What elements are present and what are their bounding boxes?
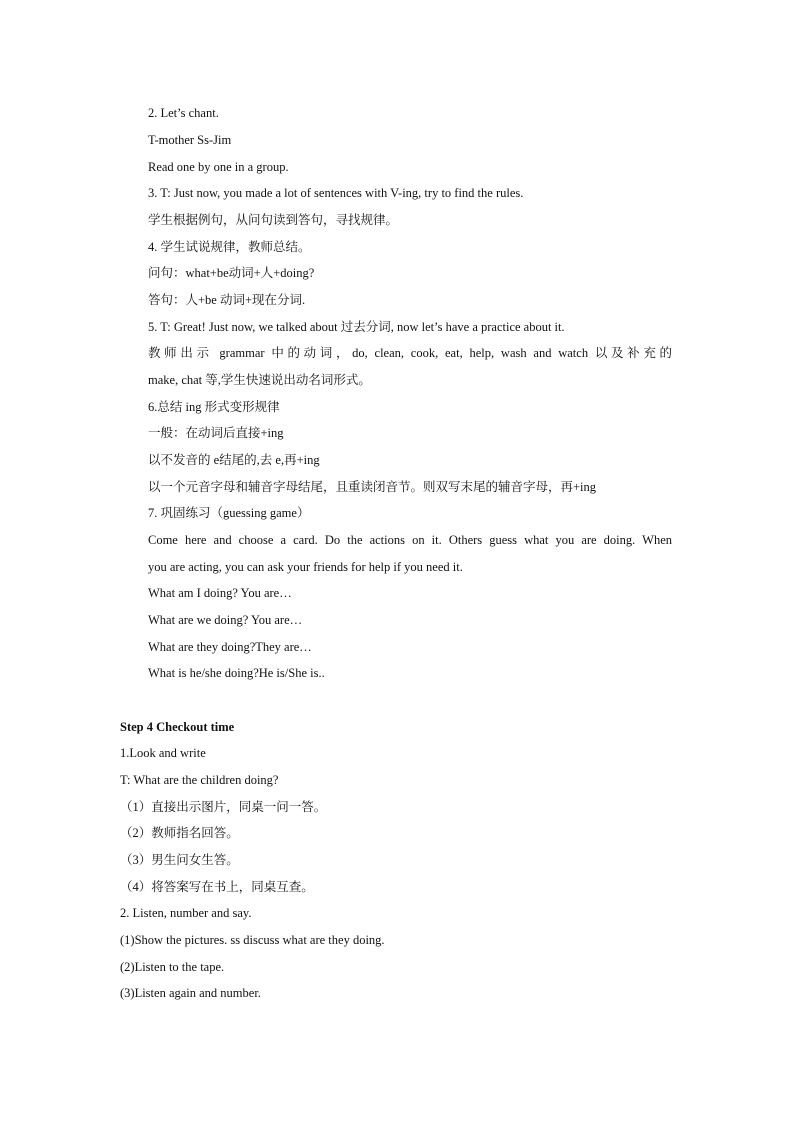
checkout-step-3: （3）男生问女生答。	[120, 853, 239, 867]
question-pattern: 问句：what+be动词+人+doing?	[148, 266, 315, 280]
game-instruction-line-1: Come here and choose a card. Do the actions on it. Others guess what you are doing. When	[148, 533, 672, 547]
item-3-teacher-line: 3. T: Just now, you made a lot of sentences with V-ing, try to find the rules.	[148, 186, 524, 200]
rule-double-consonant: 以一个元音字母和辅音字母结尾，且重读闭音节。则双写末尾的辅音字母，再+ing	[148, 480, 597, 494]
item-5-instruction-line-2: make, chat 等,学生快速说出动名词形式。	[148, 373, 371, 387]
listen-step-2: (2)Listen to the tape.	[120, 960, 225, 974]
chant-instruction: Read one by one in a group.	[148, 160, 289, 174]
checkout-step-1: （1）直接出示图片，同桌一问一答。	[120, 800, 327, 814]
game-question-3: What are they doing?They are…	[148, 640, 312, 654]
item-6-heading: 6.总结 ing 形式变形规律	[148, 400, 280, 414]
checkout-item-1-heading: 1.Look and write	[120, 746, 206, 760]
checkout-step-2: （2）教师指名回答。	[120, 826, 239, 840]
item-7-heading: 7. 巩固练习（guessing game）	[148, 506, 310, 520]
checkout-step-4: （4）将答案写在书上，同桌互查。	[120, 880, 314, 894]
checkout-item-2-heading: 2. Listen, number and say.	[120, 906, 252, 920]
item-2-heading: 2. Let’s chant.	[148, 106, 219, 120]
item-5-instruction-line-1: 教师出示 grammar 中的动词，do, clean, cook, eat, help, wash and watch 以及补充的	[148, 346, 672, 360]
listen-step-3: (3)Listen again and number.	[120, 986, 261, 1000]
game-question-4: What is he/she doing?He is/She is..	[148, 666, 325, 680]
checkout-teacher-question: T: What are the children doing?	[120, 773, 279, 787]
item-3-student-line: 学生根据例句，从问句读到答句，寻找规律。	[148, 213, 399, 227]
game-question-2: What are we doing? You are…	[148, 613, 303, 627]
game-instruction-line-2: you are acting, you can ask your friends for help if you need it.	[148, 560, 463, 574]
game-question-1: What am I doing? You are…	[148, 586, 292, 600]
item-4-heading: 4. 学生试说规律，教师总结。	[148, 240, 311, 254]
answer-pattern: 答句：人+be 动词+现在分词.	[148, 293, 306, 307]
listen-step-1: (1)Show the pictures. ss discuss what are they doing.	[120, 933, 385, 947]
step-4-heading: Step 4 Checkout time	[120, 720, 235, 734]
item-5-teacher-line: 5. T: Great! Just now, we talked about 过去分词, now let’s have a practice about it.	[148, 320, 565, 334]
rule-general: 一般：在动词后直接+ing	[148, 426, 284, 440]
chant-roles: T-mother Ss-Jim	[148, 133, 232, 147]
rule-silent-e: 以不发音的 e结尾的,去 e,再+ing	[148, 453, 320, 467]
